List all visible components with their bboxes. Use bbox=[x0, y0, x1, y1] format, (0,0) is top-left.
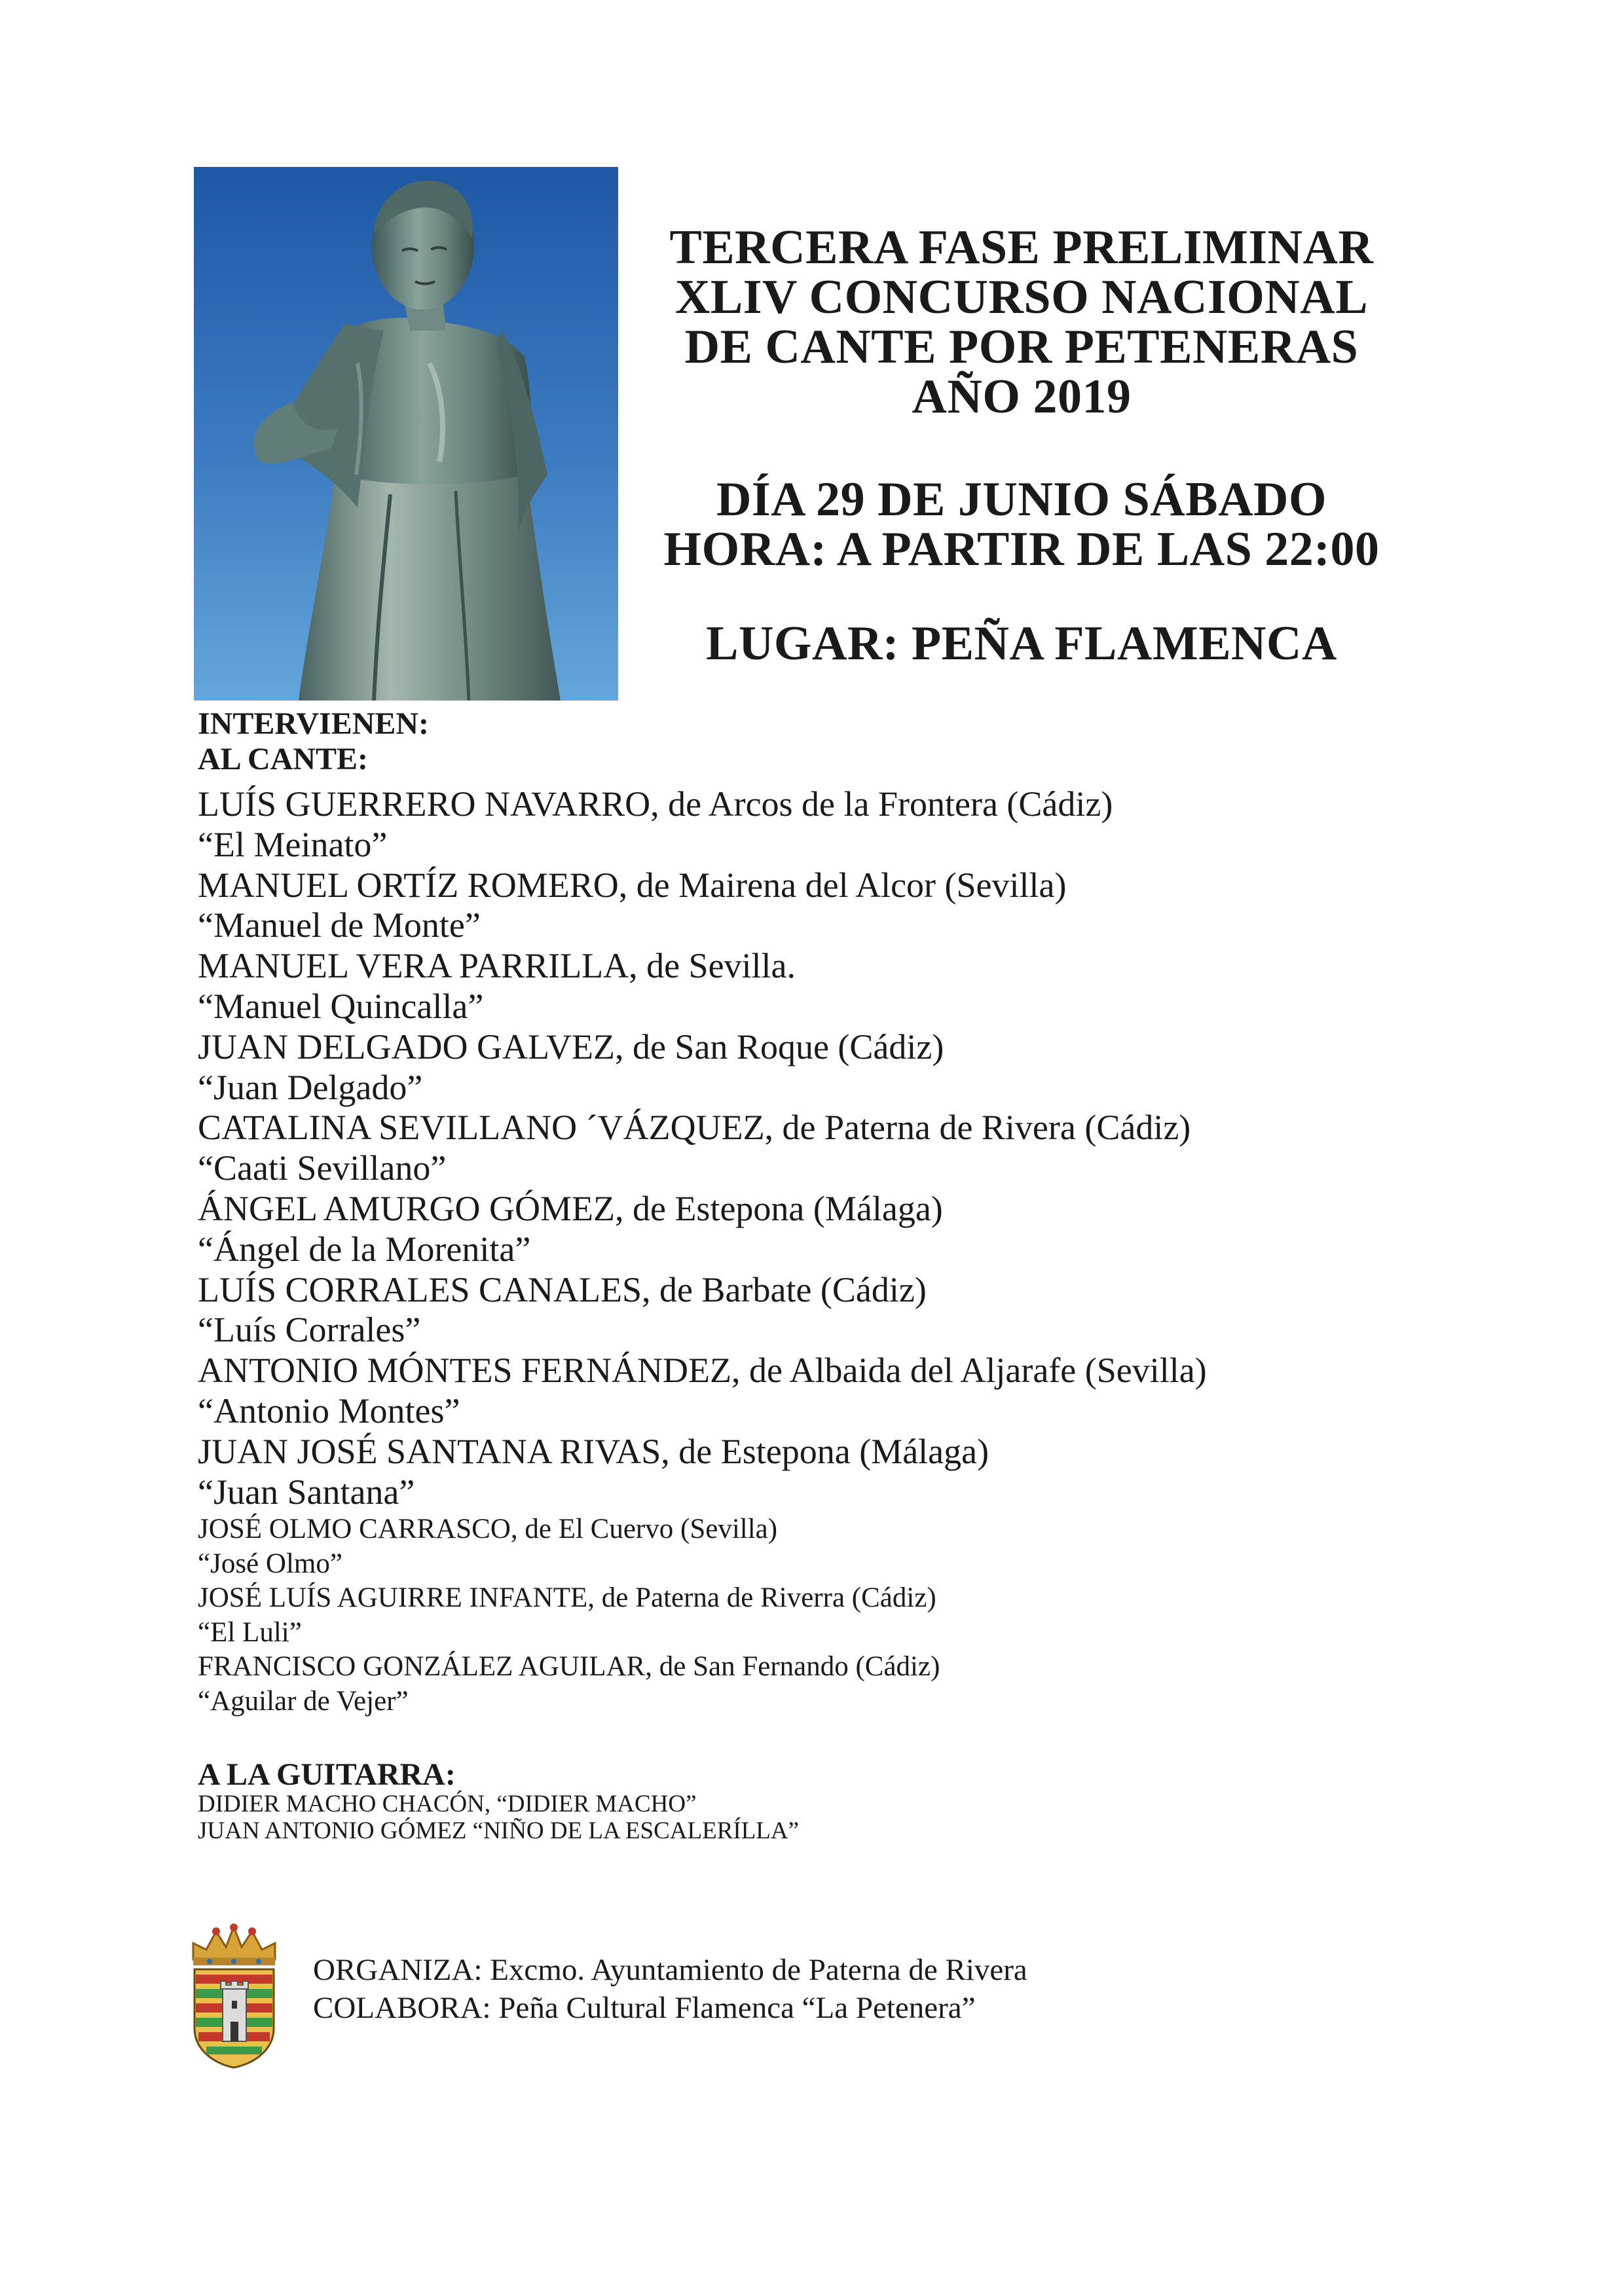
performer-alias: “Antonio Montes” bbox=[198, 1391, 460, 1430]
performer-alias: “Manuel Quincalla” bbox=[198, 986, 484, 1026]
guitarist-entry: DIDIER MACHO CHACÓN, “DIDIER MACHO” bbox=[198, 1791, 697, 1818]
performer-name: JOSÉ LUÍS AGUIRRE INFANTE, de Paterna de Riverra (Cádiz) bbox=[198, 1582, 936, 1614]
performer-entry bbox=[198, 1432, 1540, 1513]
event-time: HORA: A PARTIR DE LAS 22:00 bbox=[663, 522, 1380, 576]
performer-name: JUAN JOSÉ SANTANA RIVAS, de Estepona (Málaga) bbox=[198, 1431, 989, 1471]
performer-entry bbox=[198, 1512, 1540, 1581]
performer-alias: “Aguilar de Vejer” bbox=[198, 1685, 409, 1717]
performer-alias: “José Olmo” bbox=[198, 1548, 342, 1579]
performer-name: LUÍS GUERRERO NAVARRO, de Arcos de la Frontera (Cádiz) bbox=[198, 784, 1113, 824]
performer-entry bbox=[198, 1351, 1540, 1432]
intervienen-heading: INTERVIENEN: bbox=[198, 706, 430, 741]
performer-alias: “Luís Corrales” bbox=[198, 1310, 421, 1350]
cante-heading: AL CANTE: bbox=[198, 742, 369, 776]
title-line: XLIV CONCURSO NACIONAL bbox=[674, 270, 1369, 324]
event-title bbox=[648, 223, 1395, 422]
performer-name: JUAN DELGADO GALVEZ, de San Roque (Cádiz) bbox=[198, 1027, 944, 1066]
performer-alias: “El Luli” bbox=[198, 1616, 302, 1648]
credits bbox=[313, 1951, 1027, 2027]
title-line: TERCERA FASE PRELIMINAR bbox=[669, 221, 1374, 274]
performer-entry bbox=[198, 784, 1540, 866]
performer-entry bbox=[198, 1027, 1540, 1108]
performer-alias: “Ángel de la Morenita” bbox=[198, 1229, 531, 1269]
collaborator-line: COLABORA: Peña Cultural Flamenca “La Petenera” bbox=[313, 1991, 976, 2025]
performer-alias: “Caati Sevillano” bbox=[198, 1148, 447, 1188]
coat-of-arms-icon bbox=[187, 1923, 282, 2069]
performer-name: ÁNGEL AMURGO GÓMEZ, de Estepona (Málaga) bbox=[198, 1188, 943, 1228]
performer-name: LUÍS CORRALES CANALES, de Barbate (Cádiz) bbox=[198, 1269, 927, 1309]
program bbox=[198, 708, 1540, 1844]
performer-entry bbox=[198, 946, 1540, 1027]
performer-entry bbox=[198, 1108, 1540, 1189]
performer-entry bbox=[198, 1270, 1540, 1351]
performer-name: MANUEL VERA PARRILLA, de Sevilla. bbox=[198, 946, 796, 986]
performer-alias: “El Meinato” bbox=[198, 824, 388, 864]
performer-entry bbox=[198, 1581, 1540, 1650]
event-schedule bbox=[648, 475, 1395, 574]
statue-photo bbox=[194, 167, 618, 701]
performer-alias: “Manuel de Monte” bbox=[198, 905, 481, 945]
performer-entry bbox=[198, 866, 1540, 947]
event-location bbox=[648, 619, 1395, 668]
title-line: DE CANTE POR PETENERAS bbox=[684, 320, 1359, 374]
guitarist-entry: JUAN ANTONIO GÓMEZ “NIÑO DE LA ESCALERÍLLA” bbox=[198, 1817, 800, 1845]
event-place: LUGAR: PEÑA FLAMENCA bbox=[706, 617, 1337, 670]
title-line: AÑO 2019 bbox=[912, 370, 1132, 424]
event-date: DÍA 29 DE JUNIO SÁBADO bbox=[716, 473, 1327, 526]
performer-entry bbox=[198, 1189, 1540, 1270]
performer-alias: “Juan Santana” bbox=[198, 1472, 415, 1512]
performer-list bbox=[198, 784, 1540, 1719]
performer-name: JOSÉ OLMO CARRASCO, de El Cuervo (Sevilla) bbox=[198, 1514, 778, 1545]
organizer-line: ORGANIZA: Excmo. Ayuntamiento de Paterna de Rivera bbox=[313, 1953, 1027, 1987]
performer-name: CATALINA SEVILLANO ´VÁZQUEZ, de Paterna de Rivera (Cádiz) bbox=[198, 1108, 1191, 1148]
performer-entry bbox=[198, 1650, 1540, 1719]
performer-name: FRANCISCO GONZÁLEZ AGUILAR, de San Fernando (Cádiz) bbox=[198, 1651, 940, 1683]
performer-name: ANTONIO MÓNTES FERNÁNDEZ, de Albaida del Aljarafe (Sevilla) bbox=[198, 1351, 1207, 1391]
guitar-heading: A LA GUITARRA: bbox=[198, 1757, 456, 1793]
performer-alias: “Juan Delgado” bbox=[198, 1067, 423, 1107]
performer-name: MANUEL ORTÍZ ROMERO, de Mairena del Alcor (Sevilla) bbox=[198, 865, 1067, 905]
